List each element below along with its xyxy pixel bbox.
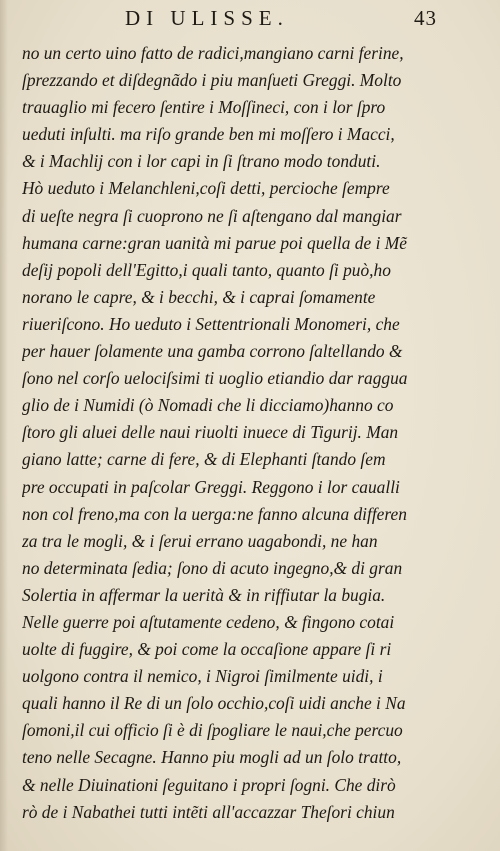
text-line: teno nelle Secagne. Hanno piu mogli ad un ſolo tratto, [22, 747, 402, 768]
text-line: no un certo uino fatto de radici,mangiano carni ferine, [22, 43, 404, 63]
text-line: glio de i Numidi (ò Nomadi che li dicciamo)hanno co [22, 395, 394, 416]
body-text [22, 40, 484, 826]
page-number: 43 [414, 6, 437, 30]
text-line: non col freno,ma con la uerga:ne fanno alcuna differen [22, 503, 407, 524]
text-line: giano latte; carne di fere, & di Elephanti ſtando ſem [22, 449, 386, 470]
text-line: Nelle guerre poi aſtutamente cedeno, & fingono cotai [22, 611, 395, 632]
text-line: rò de i Nabathei tutti intẽti all'accazzar Theſori chiun [22, 801, 395, 822]
text-line: riueriſcono. Ho ueduto i Settentrionali Monomeri, che [22, 313, 400, 334]
text-line: za tra le mogli, & i ſerui errano uagabondi, ne han [22, 530, 378, 551]
text-line: di ueſte negra ſi cuoprono ne ſi aſtengano dal mangiar [22, 205, 402, 226]
text-line: uolgono contra il nemico, i Nigroi ſimilmente uidi, i [22, 666, 383, 687]
running-title: DI ULISSE. [125, 6, 289, 30]
text-line: ueduti inſulti. ma riſo grande ben mi moſſero i Macci, [22, 124, 395, 145]
text-line: no determinata ſedia; ſono di acuto ingegno,& di gran [22, 557, 403, 578]
text-line: deſij popoli dell'Egitto,i quali tanto, quanto ſi può,ho [22, 259, 391, 280]
text-line: ſono nel corſo uelociſsimi ti uoglio etiandio dar raggua [22, 368, 408, 389]
text-line: humana carne:gran uanità mi parue poi quella de i Mẽ [22, 232, 407, 253]
text-line: norano le capre, & i becchi, & i caprai ſomamente [22, 286, 376, 307]
text-line: & i Machlij con i lor capi in ſi ſtrano modo tonduti. [22, 151, 381, 172]
text-line: ſprezzando et diſdegnãdo i piu manſueti Greggi. Molto [22, 70, 402, 91]
text-line: & nelle Diuinationi ſeguitano i propri ſogni. Che dirò [22, 774, 396, 795]
text-line: Solertia in affermar la uerità & in riffiutar la bugia. [22, 584, 386, 605]
text-line: ſomoni,il cui officio ſi è di ſpogliare le naui,che percuo [22, 720, 403, 741]
text-line: pre occupati in paſcolar Greggi. Reggono i lor caualli [22, 476, 400, 497]
page-gutter-shadow [0, 0, 8, 851]
text-line: Hò ueduto i Melanchleni,coſi detti, percioche ſempre [22, 178, 390, 199]
text-line: uolte di fuggire, & poi come la occaſione appare ſi ri [22, 639, 392, 660]
running-head [0, 6, 500, 34]
text-line: quali hanno il Re di un ſolo occhio,coſi uidi anche i Na [22, 693, 406, 714]
text-line: ſtoro gli aluei delle naui riuolti inuece di Tigurij. Man [22, 422, 399, 443]
text-line: trauaglio mi fecero ſentire i Moſſineci, con i lor ſpro [22, 97, 386, 118]
text-line: per hauer ſolamente una gamba corrono ſaltellando & [22, 341, 403, 362]
